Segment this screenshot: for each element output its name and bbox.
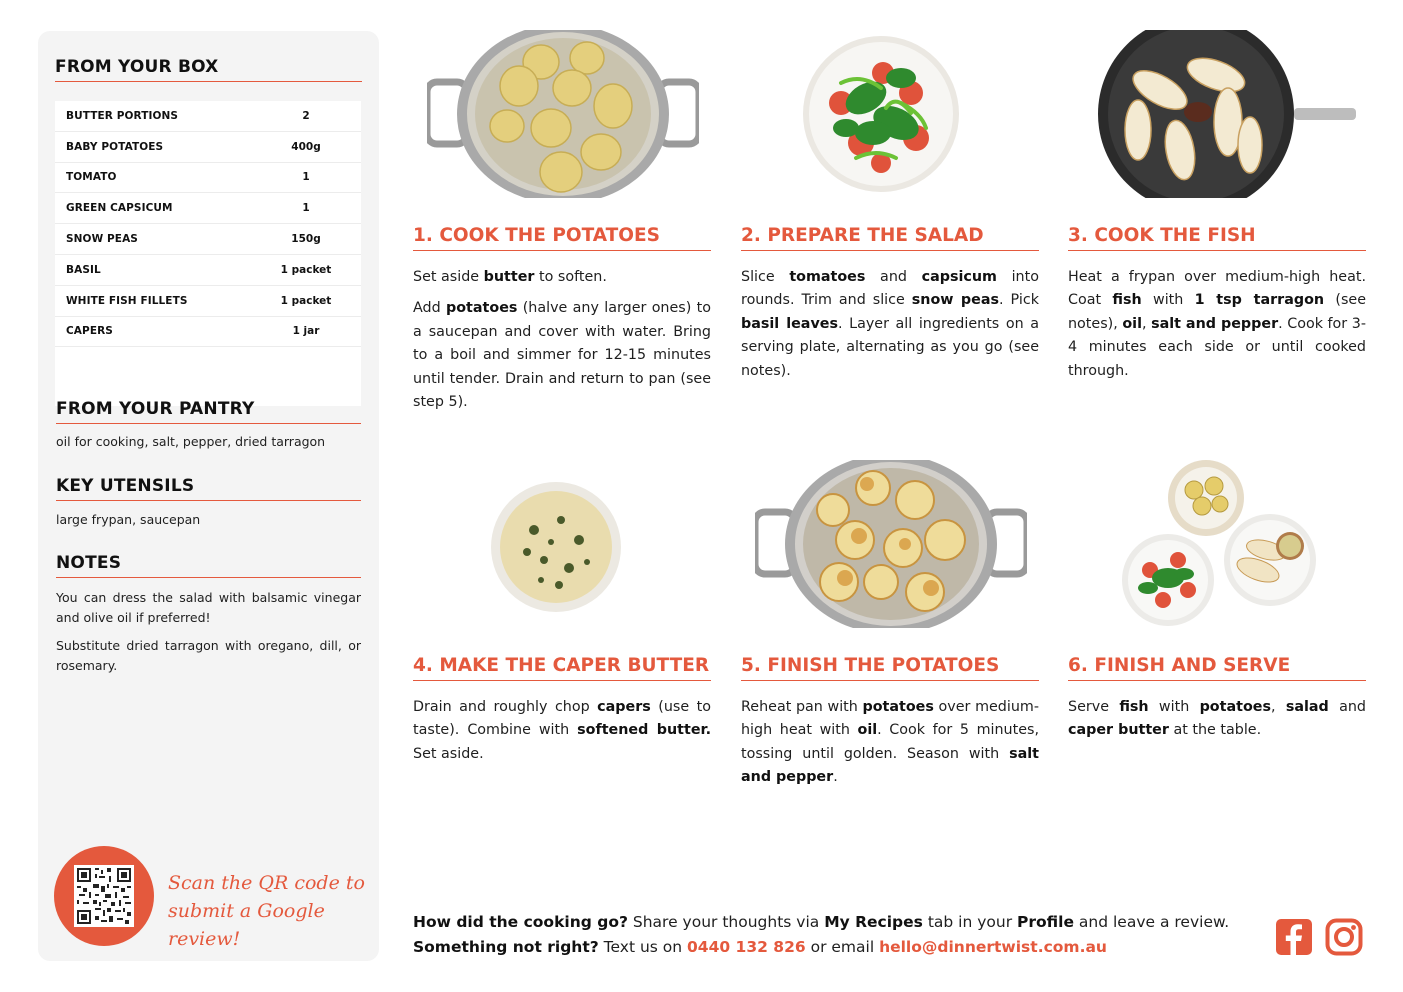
ingredient-row [55,163,361,194]
phone-link[interactable]: 0440 132 826 [687,938,806,956]
ingredient-highlight: softened butter. [577,722,711,739]
footer-text: and leave a review. [1073,913,1230,931]
ingredient-highlight: caper butter [1068,722,1169,739]
ingredient-highlight: capers [597,699,651,715]
support-question: Something not right? [413,938,599,956]
from-your-pantry-heading: FROM YOUR PANTRY [56,399,361,424]
frypan-fish-image [1098,30,1360,198]
instruction-text: (halve any larger ones) to a saucepan and cover with water. Bring to a boil and simmer for 12-15 minutes until tender. Drain and return to pan (see step 5). [413,300,711,411]
notes-heading: NOTES [56,553,361,578]
facebook-icon[interactable] [1275,918,1313,956]
instruction-paragraph [1068,266,1366,383]
instruction-text: . Cook for 3-4 minutes each side or until cooked through. [1068,315,1366,379]
ingredient-highlight: fish [1119,699,1149,715]
salad-plate-image [801,33,961,195]
instruction-text: at the table. [1168,722,1262,739]
instruction-text: to soften. [534,269,607,285]
pot-golden-potatoes-image [755,460,1027,628]
step-1 [413,30,711,430]
step-title: 1. COOK THE POTATOES [413,225,711,251]
qr-code-icon[interactable] [74,865,134,927]
ingredient-row [55,101,361,132]
ingredient-name: BABY POTATOES [66,140,164,153]
step-instructions [741,266,1039,391]
pantry-text: oil for cooking, salt, pepper, dried tarragon [56,434,326,449]
ingredient-highlight: potatoes [446,300,518,317]
instruction-text: over medium-high heat with [741,699,1039,739]
qr-code-badge[interactable] [54,846,154,946]
step-instructions [413,696,711,774]
feedback-footer [413,910,1253,960]
instruction-text: , [1270,699,1286,715]
served-meal-image [1118,460,1318,628]
instruction-text: . [833,769,838,786]
ingredient-quantity: 1 [302,171,310,184]
ingredient-row [55,132,361,163]
qr-review-prompt: Scan the QR code to submit a Google review! [168,872,365,950]
step-instructions [413,266,711,422]
instruction-paragraph [413,266,711,289]
ingredient-quantity: 1 packet [280,294,332,307]
instruction-text: Slice [741,269,790,285]
note-item: You can dress the salad with balsamic vinegar and olive oil if preferred! [56,590,361,625]
instruction-text: Reheat pan with [741,699,863,715]
key-utensils-heading: KEY UTENSILS [56,476,361,501]
ingredient-quantity: 1 [302,202,310,215]
ingredient-highlight: 1 tsp tarragon [1194,292,1325,309]
from-your-box-heading: FROM YOUR BOX [55,57,362,82]
ingredient-highlight: salt and pepper [1151,315,1279,332]
instagram-icon[interactable] [1325,918,1363,956]
instruction-text: . Layer all ingredients on a serving plate, alternating as you go (see notes). [741,315,1039,379]
ingredient-highlight: salad [1285,699,1329,715]
feedback-question: How did the cooking go? [413,913,628,931]
step-2 [741,30,1039,430]
ingredient-row [55,224,361,255]
ingredient-quantity: 400g [291,140,321,153]
instruction-text: (use to taste). Combine with [413,699,711,739]
utensils-text: large frypan, saucepan [56,512,201,527]
step-title: 3. COOK THE FISH [1068,225,1366,251]
step-title: 5. FINISH THE POTATOES [741,655,1039,681]
step-instructions [1068,696,1366,751]
ingredient-quantity: 1 jar [292,325,320,338]
footer-text: or email [805,938,880,956]
step-instructions [1068,266,1366,391]
ingredients-table [55,101,361,406]
instruction-paragraph [413,696,711,766]
step-title: 4. MAKE THE CAPER BUTTER [413,655,711,681]
footer-text: Text us on [598,938,688,956]
pot-potatoes-image [427,30,699,198]
caper-butter-bowl-image [489,480,623,614]
ingredient-name: SNOW PEAS [66,233,138,246]
instruction-text: and [865,269,922,285]
ingredient-highlight: salt and pepper [741,745,1039,786]
ingredient-highlight: fish [1112,292,1142,309]
instruction-paragraph [741,696,1039,790]
ingredient-name: BASIL [66,263,101,276]
instruction-text: and [1328,699,1367,715]
instruction-text: Drain and roughly chop [413,699,598,715]
step-6 [1068,460,1366,800]
ingredient-highlight: potatoes [862,699,934,715]
ingredient-quantity: 150g [291,233,321,246]
instruction-text: Set aside [413,269,484,285]
instruction-paragraph [741,266,1039,383]
ingredient-name: WHITE FISH FILLETS [66,294,188,307]
ingredient-row [55,317,361,348]
feedback-line [413,910,1253,935]
footer-text: Share your thoughts via [627,913,825,931]
ingredient-name: BUTTER PORTIONS [66,109,179,122]
instruction-text: , [1141,315,1152,332]
instruction-text: Set aside. [413,745,484,762]
ingredient-highlight: potatoes [1199,699,1271,715]
step-title: 2. PREPARE THE SALAD [741,225,1039,251]
ingredient-quantity: 2 [302,109,310,122]
footer-text: tab in your [922,913,1018,931]
ingredient-highlight: oil [857,722,878,739]
instruction-text: Serve [1068,699,1120,715]
step-4 [413,460,711,800]
support-line [413,935,1253,960]
ingredient-row [55,193,361,224]
ingredient-highlight: capsicum [921,269,997,285]
ingredient-name: GREEN CAPSICUM [66,202,173,215]
ingredient-name: CAPERS [66,325,113,338]
instruction-paragraph [1068,696,1366,743]
step-3 [1068,30,1366,430]
my-recipes-link[interactable]: My Recipes [824,913,923,931]
ingredient-name: TOMATO [66,171,117,184]
instruction-text: . Pick [999,292,1039,309]
instruction-text: . Cook for 5 minutes, tossing until golden. Season with [741,722,1039,762]
ingredient-quantity: 1 packet [280,263,332,276]
instruction-text: Heat a frypan over medium-high heat. Coat [1068,269,1366,309]
ingredient-highlight: oil [1122,315,1142,332]
ingredients-panel [38,31,379,961]
instruction-text: (see notes), [1068,292,1366,332]
instruction-text: with [1141,292,1195,309]
ingredient-highlight: tomatoes [789,269,866,285]
ingredient-row [55,286,361,317]
instruction-text: with [1148,699,1200,715]
step-title: 6. FINISH AND SERVE [1068,655,1366,681]
ingredient-highlight: basil leaves [741,315,838,332]
instruction-text: Add [413,300,446,317]
ingredient-highlight: butter [483,269,535,285]
ingredient-highlight: snow peas [911,292,1000,309]
note-item: Substitute dried tarragon with oregano, dill, or rosemary. [56,638,361,673]
profile-link[interactable]: Profile [1017,913,1074,931]
ingredient-row [55,255,361,286]
step-instructions [741,696,1039,798]
email-link[interactable]: hello@dinnertwist.com.au [879,938,1107,956]
step-5 [741,460,1039,800]
instruction-text: into rounds. Trim and slice [741,269,1039,309]
instruction-paragraph [413,297,711,414]
